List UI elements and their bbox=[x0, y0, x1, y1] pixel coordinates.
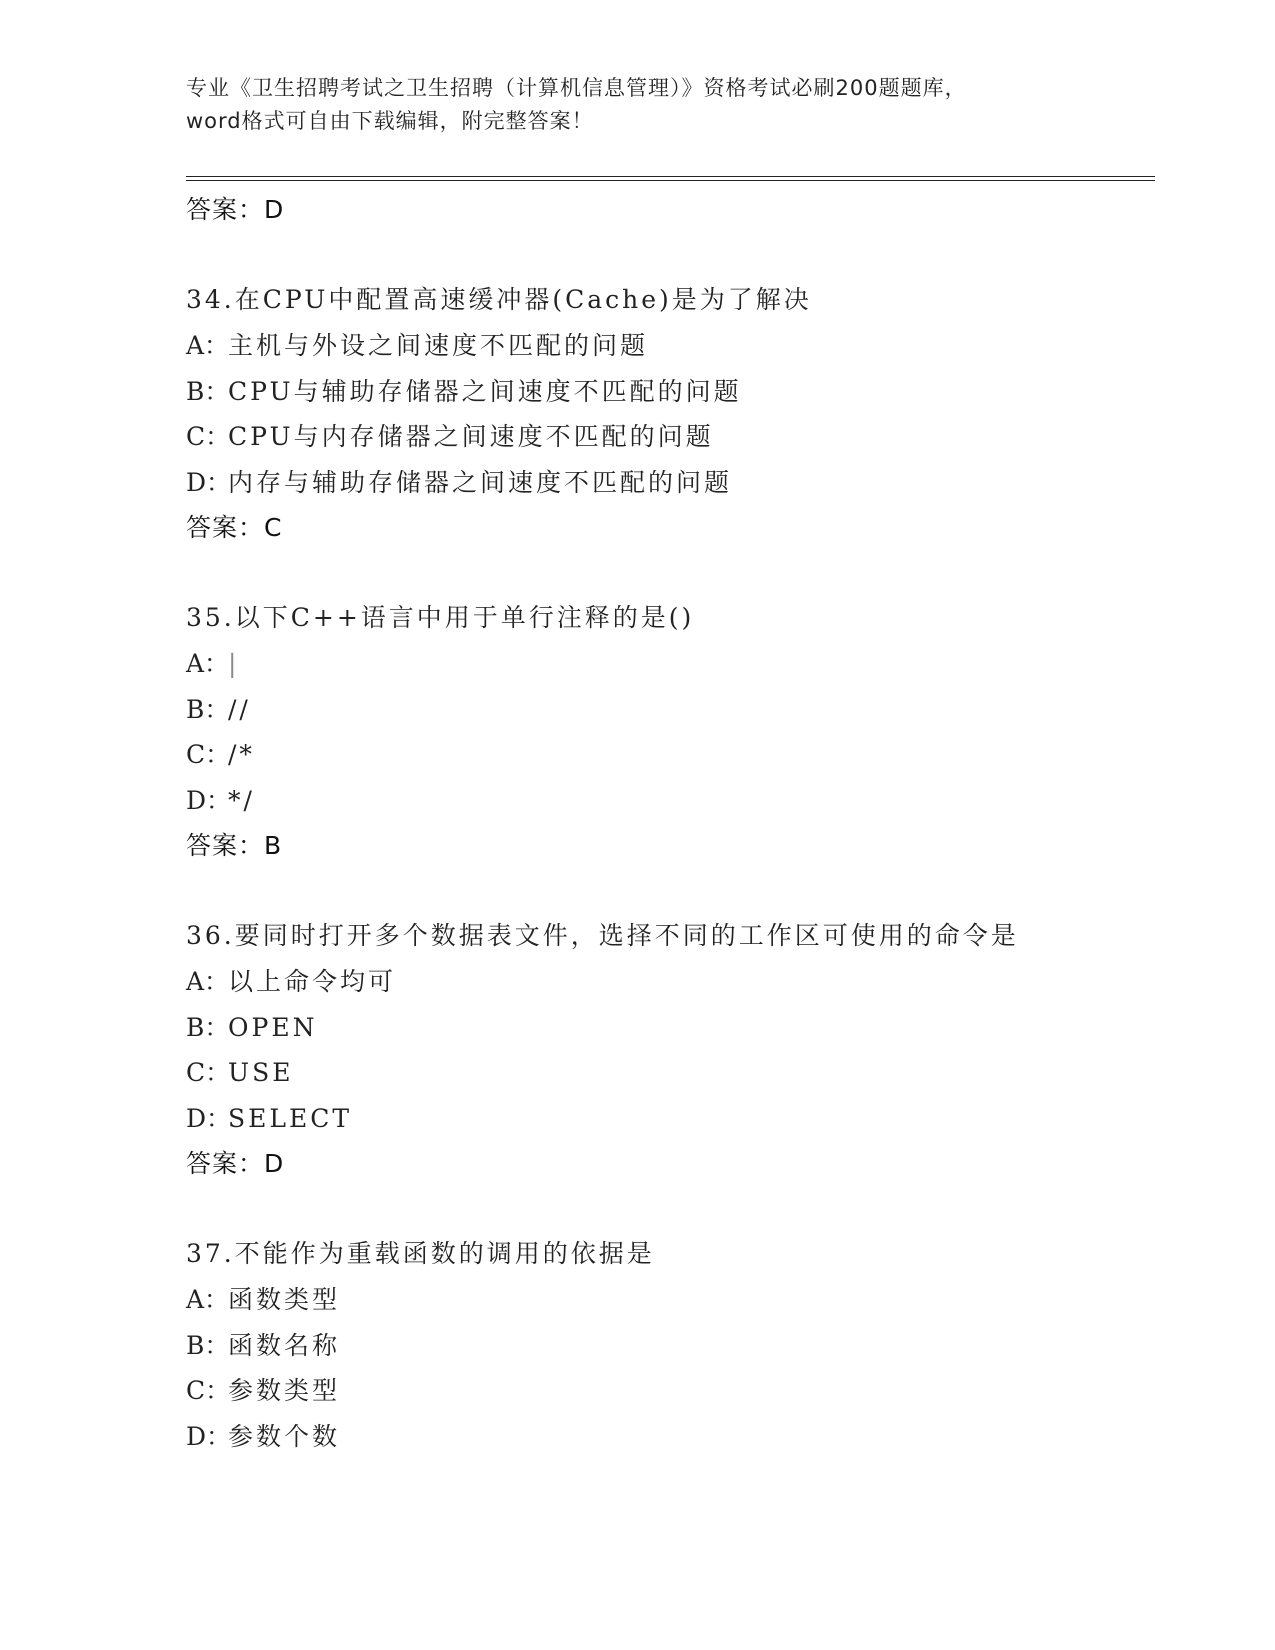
option-key: D： bbox=[186, 1103, 232, 1133]
option-b bbox=[186, 1005, 1146, 1051]
option-text: CPU与辅助存储器之间速度不匹配的问题 bbox=[228, 376, 742, 406]
option-text: /* bbox=[228, 740, 255, 769]
option-key: B： bbox=[186, 694, 230, 724]
question-list bbox=[186, 187, 1146, 1459]
option-a bbox=[186, 641, 1146, 687]
option-key: D： bbox=[186, 467, 232, 497]
question-title: 35.以下C++语言中用于单行注释的是() bbox=[186, 603, 695, 632]
option-a bbox=[186, 959, 1146, 1005]
option-a bbox=[186, 1277, 1146, 1323]
option-text: // bbox=[228, 694, 251, 724]
option-c bbox=[186, 1368, 1146, 1414]
option-text: | bbox=[228, 649, 240, 678]
question-title: 37.不能作为重载函数的调用的依据是 bbox=[186, 1239, 655, 1268]
answer-line: 答案：B bbox=[186, 831, 283, 860]
option-key: C： bbox=[186, 422, 231, 451]
option-key: C： bbox=[186, 1058, 231, 1087]
option-text: 函数名称 bbox=[228, 1330, 341, 1360]
option-text: 函数类型 bbox=[228, 1285, 341, 1314]
option-b bbox=[186, 1323, 1146, 1369]
option-key: C： bbox=[186, 740, 231, 769]
option-c bbox=[186, 414, 1146, 460]
option-c bbox=[186, 732, 1146, 778]
option-c bbox=[186, 1050, 1146, 1096]
option-b bbox=[186, 369, 1146, 415]
question-35 bbox=[186, 595, 1146, 869]
header-line-2: word格式可自由下载编辑，附完整答案！ bbox=[186, 109, 594, 133]
option-key: A： bbox=[186, 967, 230, 996]
question-34 bbox=[186, 277, 1146, 551]
option-text: 参数个数 bbox=[228, 1421, 341, 1451]
option-text: USE bbox=[228, 1058, 294, 1087]
option-d bbox=[186, 460, 1146, 506]
option-text: 参数类型 bbox=[228, 1376, 341, 1405]
option-key: D： bbox=[186, 785, 232, 815]
answer-line: 答案：D bbox=[186, 195, 285, 224]
question-title: 34.在CPU中配置高速缓冲器(Cache)是为了解决 bbox=[186, 285, 812, 314]
option-key: A： bbox=[186, 649, 230, 678]
option-key: B： bbox=[186, 1330, 230, 1360]
option-key: B： bbox=[186, 1012, 230, 1042]
question-37 bbox=[186, 1231, 1146, 1459]
option-key: A： bbox=[186, 331, 230, 360]
option-d bbox=[186, 1096, 1146, 1142]
question-title: 36.要同时打开多个数据表文件，选择不同的工作区可使用的命令是 bbox=[186, 921, 1019, 950]
option-text: 以上命令均可 bbox=[228, 967, 397, 996]
option-key: C： bbox=[186, 1376, 231, 1405]
option-text: SELECT bbox=[228, 1103, 353, 1133]
question-36 bbox=[186, 913, 1146, 1187]
answer-line: 答案：C bbox=[186, 513, 283, 542]
option-a bbox=[186, 323, 1146, 369]
option-b bbox=[186, 687, 1146, 733]
answer-line: 答案：D bbox=[186, 1149, 285, 1178]
option-key: B： bbox=[186, 376, 230, 406]
option-d bbox=[186, 1414, 1146, 1460]
header-line-1: 专业《卫生招聘考试之卫生招聘（计算机信息管理）》资格考试必刷200题题库， bbox=[186, 76, 967, 100]
option-text: 主机与外设之间速度不匹配的问题 bbox=[228, 331, 649, 360]
header-double-rule bbox=[186, 176, 1155, 181]
option-text: CPU与内存储器之间速度不匹配的问题 bbox=[228, 422, 714, 451]
document-header bbox=[186, 72, 1086, 138]
option-text: 内存与辅助存储器之间速度不匹配的问题 bbox=[228, 467, 733, 497]
option-key: D： bbox=[186, 1421, 232, 1451]
option-text: OPEN bbox=[228, 1012, 318, 1042]
option-key: A： bbox=[186, 1285, 230, 1314]
option-d bbox=[186, 778, 1146, 824]
option-text: */ bbox=[228, 785, 255, 815]
